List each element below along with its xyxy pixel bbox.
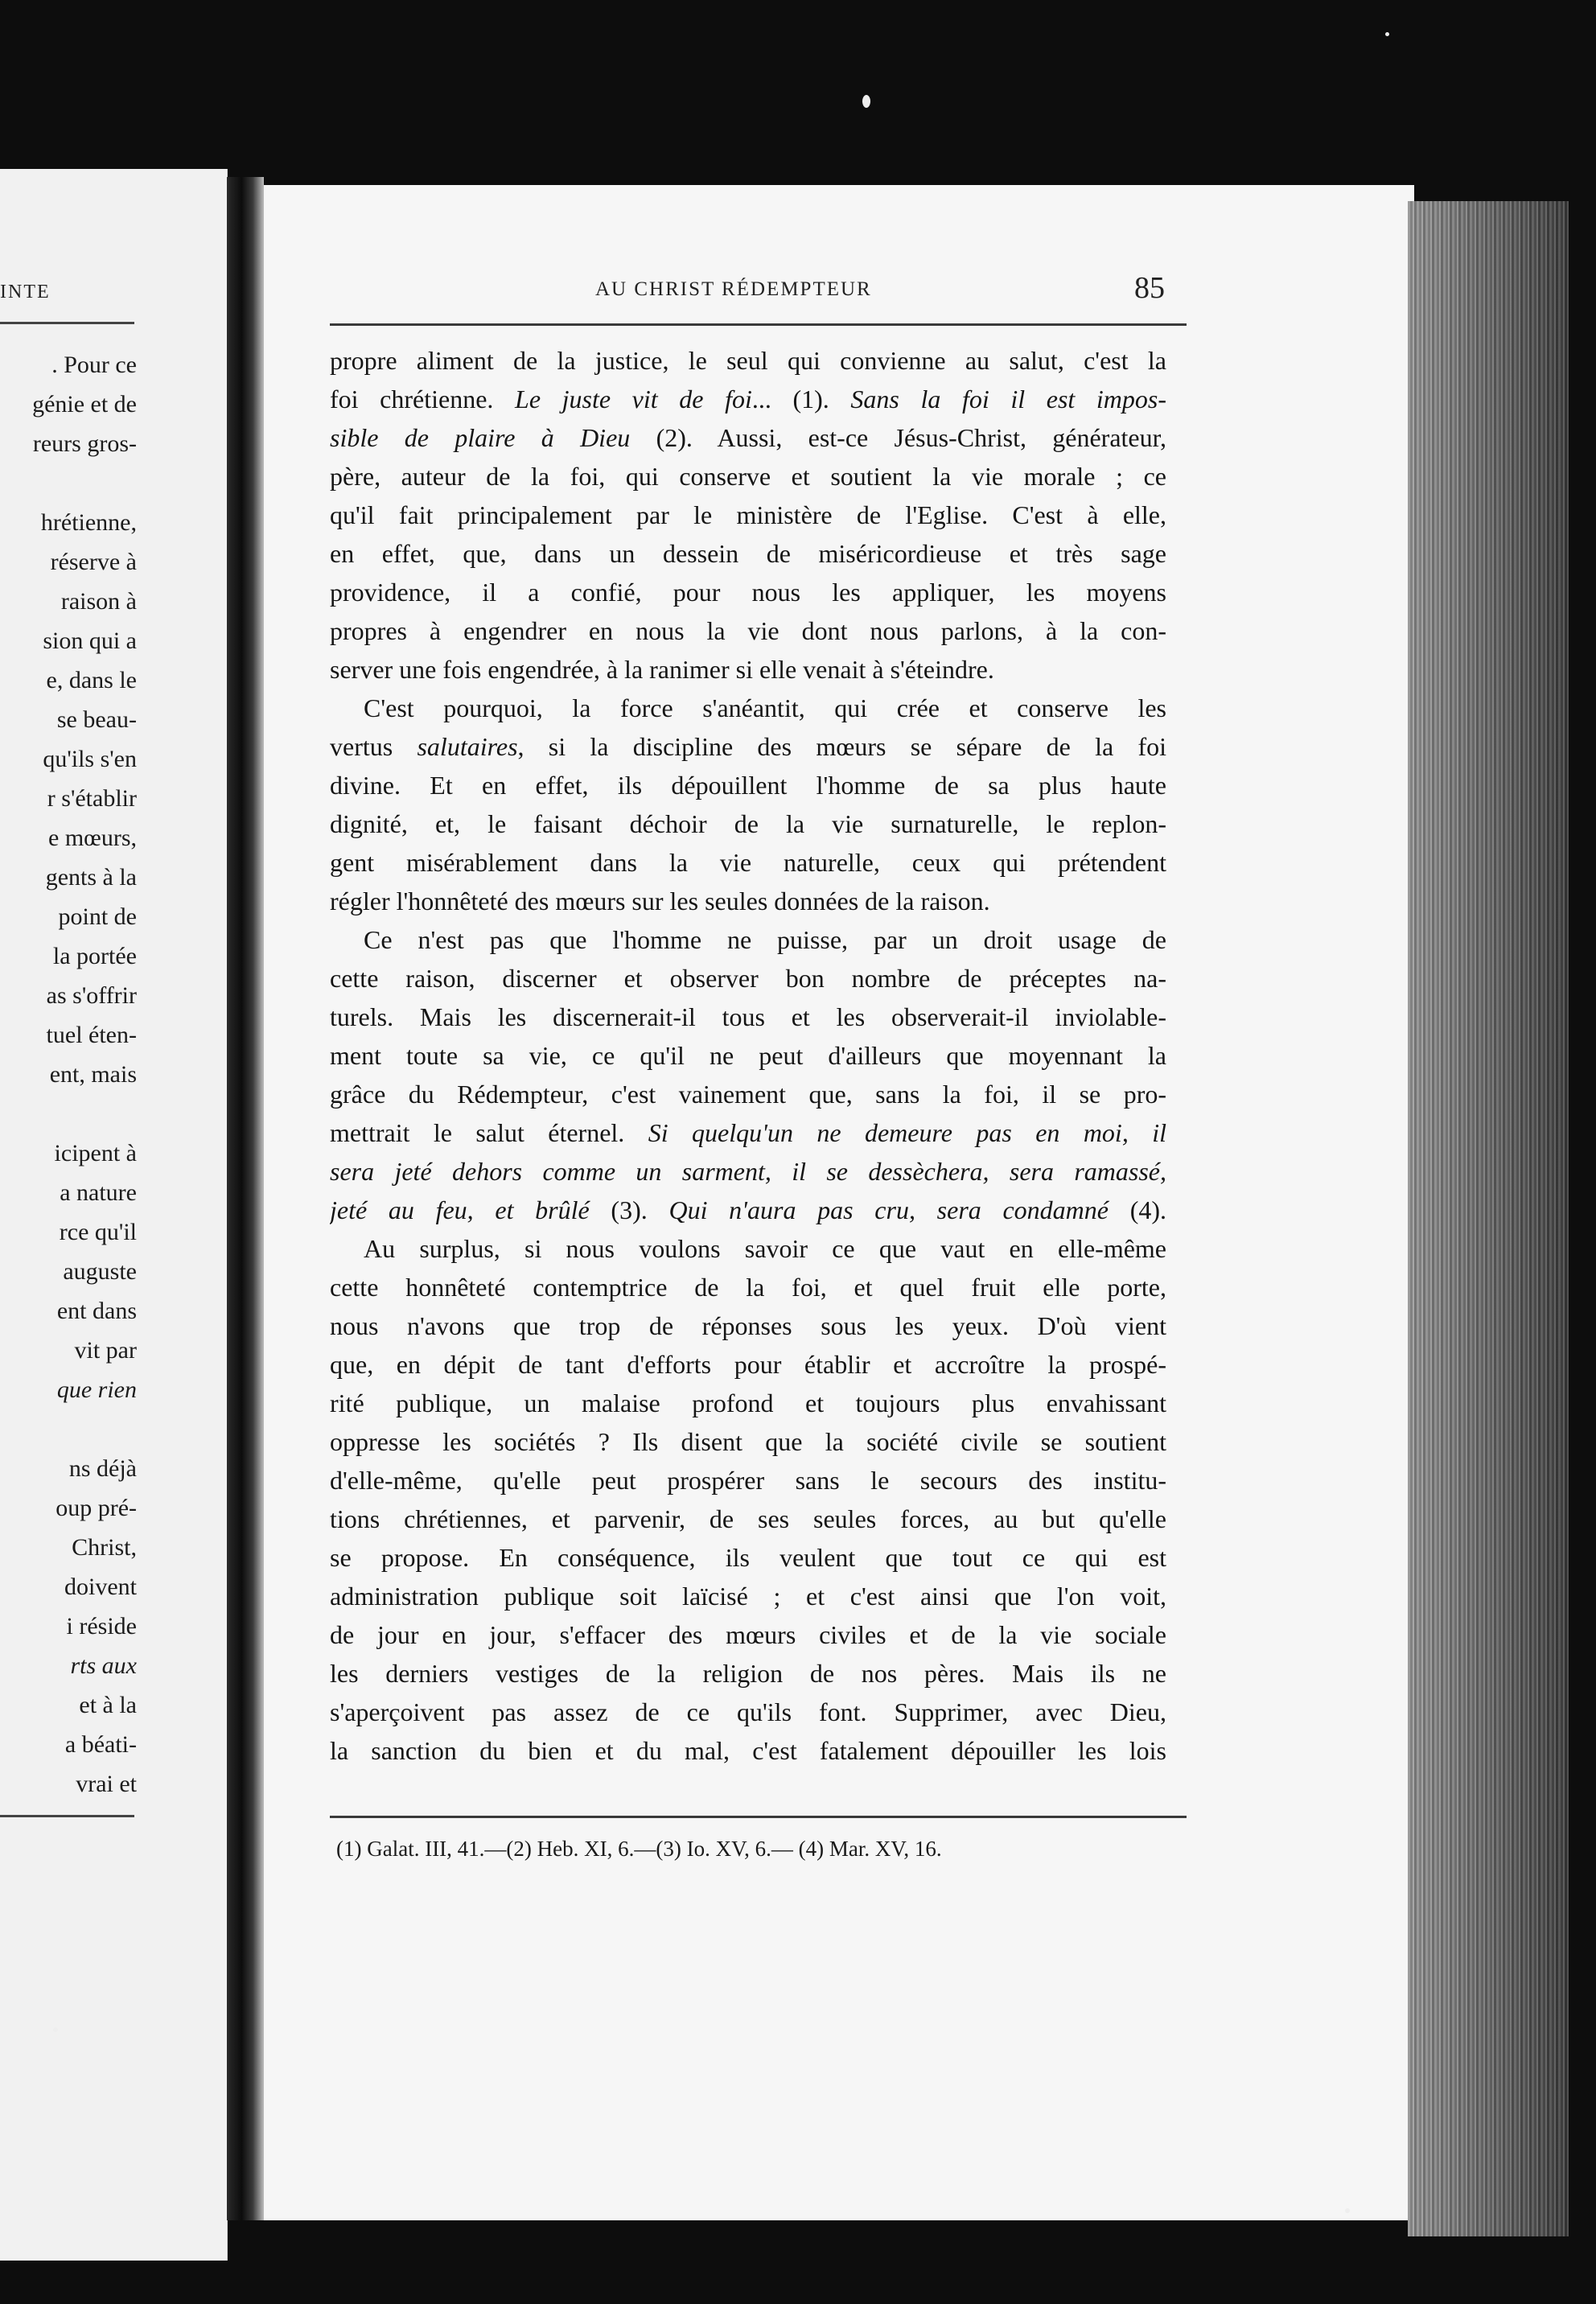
- text-segment: cette raison, discerner et observer bon nombre de préceptes na-: [330, 964, 1166, 993]
- left-line-fragment: as s'offrir: [46, 982, 137, 1009]
- left-line-fragment: que rien: [56, 1376, 137, 1403]
- text-segment: cette honnêteté contemptrice de la foi, et quel fruit elle porte,: [330, 1273, 1166, 1302]
- text-line: [330, 1075, 1166, 1113]
- text-line: [330, 1654, 1166, 1693]
- text-line: [330, 920, 1166, 959]
- left-line-fragment: e, dans le: [46, 667, 137, 693]
- italic-segment: jeté au feu, et brûlé: [330, 1195, 590, 1224]
- text-segment: ment toute sa vie, ce qu'il ne peut d'ailleurs que moyennant la: [330, 1041, 1166, 1070]
- left-line-fragment: ent, mais: [49, 1061, 137, 1088]
- left-line-fragment: i réside: [66, 1613, 137, 1640]
- left-line-fragment: oup pré-: [56, 1495, 137, 1521]
- text-segment: , si la discipline des mœurs se sépare de la foi: [517, 732, 1166, 761]
- text-segment: ... (1).: [751, 385, 851, 413]
- left-line-fragment: point de: [58, 903, 137, 930]
- text-segment: Au surplus, si nous voulons savoir ce que vaut en elle-même: [364, 1234, 1166, 1263]
- left-line-fragment: tuel éten-: [46, 1022, 137, 1048]
- italic-segment: Le juste vit de foi: [515, 385, 752, 413]
- text-segment: se propose. En conséquence, ils veulent que tout ce qui est: [330, 1543, 1166, 1572]
- text-line: [330, 496, 1166, 534]
- text-segment: turels. Mais les discernerait-il tous et les observerait-il inviolable-: [330, 1002, 1166, 1031]
- left-line-fragment: génie et de: [32, 391, 137, 418]
- text-line: [330, 1113, 1166, 1152]
- text-line: [330, 998, 1166, 1036]
- body-text: [330, 341, 1166, 1770]
- text-segment: rité publique, un malaise profond et toujours plus envahissant: [330, 1389, 1166, 1417]
- left-line-fragment: vit par: [74, 1337, 137, 1364]
- running-head: AU CHRIST RÉDEMPTEUR: [595, 278, 872, 300]
- text-line: [330, 766, 1166, 804]
- italic-segment: sera jeté dehors comme un sarment, il se dessèchera, sera ramassé,: [330, 1157, 1166, 1186]
- text-line: [330, 380, 1166, 418]
- left-line-fragment: gents à la: [45, 864, 137, 891]
- text-segment: tions chrétiennes, et parvenir, de ses seules forces, au but qu'elle: [330, 1504, 1166, 1533]
- text-segment: père, auteur de la foi, qui conserve et soutient la vie morale ; ce: [330, 462, 1166, 491]
- left-line-fragment: et à la: [79, 1692, 137, 1718]
- left-line-fragment: auguste: [63, 1258, 137, 1285]
- text-segment: C'est pourquoi, la force s'anéantit, qui crée et conserve les: [364, 693, 1166, 722]
- left-line-fragment: la portée: [52, 943, 137, 969]
- text-line: [330, 1731, 1166, 1770]
- text-line: [330, 1384, 1166, 1422]
- text-line: [330, 1500, 1166, 1538]
- italic-segment: salutaires: [417, 732, 518, 761]
- text-segment: propre aliment de la justice, le seul qui convienne au salut, c'est la: [330, 346, 1166, 375]
- left-line-fragment: qu'ils s'en: [43, 746, 137, 772]
- text-line: [330, 1152, 1166, 1191]
- text-segment: (2). Aussi, est-ce Jésus-Christ, générateur,: [630, 423, 1166, 452]
- text-segment: dignité, et, le faisant déchoir de la vie surnaturelle, le replon-: [330, 809, 1166, 838]
- footnote-rule: [330, 1816, 1187, 1818]
- left-page: [0, 169, 228, 2261]
- text-line: [330, 1461, 1166, 1500]
- text-segment: de jour en jour, s'effacer des mœurs civiles et de la vie sociale: [330, 1620, 1166, 1649]
- left-line-fragment: r s'établir: [47, 785, 137, 812]
- text-line: [330, 418, 1166, 457]
- dust-speck: [53, 2027, 58, 2032]
- italic-segment: Si quelqu'un ne demeure pas en moi, il: [648, 1118, 1166, 1147]
- dust-speck: [1385, 32, 1389, 36]
- left-line-fragment: vrai et: [76, 1771, 137, 1797]
- text-segment: d'elle-même, qu'elle peut prospérer sans le secours des institu-: [330, 1466, 1166, 1495]
- text-line: [330, 1345, 1166, 1384]
- left-line-fragment: se beau-: [56, 706, 137, 733]
- dust-speck: [1345, 2208, 1350, 2213]
- text-line: [330, 1538, 1166, 1577]
- text-line: [330, 1577, 1166, 1615]
- text-segment: grâce du Rédempteur, c'est vainement que, sans la foi, il se pro-: [330, 1080, 1166, 1109]
- text-line: [330, 1268, 1166, 1306]
- text-line: [330, 457, 1166, 496]
- text-segment: qu'il fait principalement par le ministère de l'Eglise. C'est à elle,: [330, 500, 1166, 529]
- text-line: [330, 727, 1166, 766]
- text-line: [330, 1615, 1166, 1654]
- text-line: [330, 650, 1166, 689]
- text-segment: (3).: [589, 1195, 669, 1224]
- left-line-fragment: e mœurs,: [48, 825, 137, 851]
- page-number: 85: [1134, 271, 1165, 305]
- left-line-fragment: Christ,: [72, 1534, 137, 1561]
- italic-segment: Qui n'aura pas cru, sera condamné: [668, 1195, 1109, 1224]
- text-segment: vertus: [330, 732, 418, 761]
- text-line: [330, 573, 1166, 611]
- text-segment: server une fois engendrée, à la ranimer si elle venait à s'éteindre.: [330, 655, 994, 684]
- text-segment: en effet, que, dans un dessein de miséricordieuse et très sage: [330, 539, 1166, 568]
- left-line-fragment: ent dans: [56, 1298, 137, 1324]
- text-segment: propres à engendrer en nous la vie dont nous parlons, à la con-: [330, 616, 1166, 645]
- text-line: [330, 1191, 1166, 1229]
- left-line-fragment: raison à: [60, 588, 137, 615]
- text-line: [330, 1229, 1166, 1268]
- text-segment: (4).: [1109, 1195, 1166, 1224]
- text-line: [330, 1036, 1166, 1075]
- text-segment: la sanction du bien et du mal, c'est fatalement dépouiller les lois: [330, 1736, 1166, 1765]
- left-line-fragment: icipent à: [54, 1140, 137, 1166]
- text-line: [330, 1306, 1166, 1345]
- italic-segment: sible de plaire à Dieu: [330, 423, 631, 452]
- left-header-rule: [0, 322, 134, 324]
- text-segment: nous n'avons que trop de réponses sous les yeux. D'où vient: [330, 1311, 1166, 1340]
- book-gutter: [227, 177, 264, 2220]
- text-segment: les derniers vestiges de la religion de nos pères. Mais ils ne: [330, 1659, 1166, 1688]
- text-segment: régler l'honnêteté des mœurs sur les seules données de la raison.: [330, 887, 990, 915]
- text-line: [330, 959, 1166, 998]
- text-line: [330, 1422, 1166, 1461]
- text-segment: administration publique soit laïcisé ; et c'est ainsi que l'on voit,: [330, 1582, 1166, 1611]
- left-line-fragment: rts aux: [70, 1652, 137, 1679]
- text-line: [330, 341, 1166, 380]
- text-line: [330, 882, 1166, 920]
- text-segment: Ce n'est pas que l'homme ne puisse, par un droit usage de: [364, 925, 1166, 954]
- left-line-fragment: hrétienne,: [40, 509, 137, 536]
- text-segment: foi chrétienne.: [330, 385, 516, 413]
- text-line: [330, 1693, 1166, 1731]
- text-segment: providence, il a confié, pour nous les appliquer, les moyens: [330, 578, 1166, 607]
- text-segment: gent misérablement dans la vie naturelle, ceux qui prétendent: [330, 848, 1166, 877]
- text-line: [330, 843, 1166, 882]
- dust-speck: [862, 95, 870, 108]
- text-segment: que, en dépit de tant d'efforts pour établir et accroître la prospé-: [330, 1350, 1166, 1379]
- italic-segment: Sans la foi il est impos-: [850, 385, 1166, 413]
- text-line: [330, 534, 1166, 573]
- text-segment: mettrait le salut éternel.: [330, 1118, 648, 1147]
- left-footer-rule: [0, 1815, 134, 1817]
- left-line-fragment: rce qu'il: [59, 1219, 137, 1245]
- left-line-fragment: sion qui a: [43, 627, 137, 654]
- text-line: [330, 804, 1166, 843]
- text-line: [330, 611, 1166, 650]
- left-line-fragment: . Pour ce: [51, 352, 137, 378]
- left-line-fragment: a béati-: [64, 1731, 137, 1758]
- left-line-fragment: reurs gros-: [32, 430, 137, 457]
- text-segment: s'aperçoivent pas assez de ce qu'ils font. Supprimer, avec Dieu,: [330, 1697, 1166, 1726]
- left-line-fragment: réserve à: [50, 549, 137, 575]
- left-line-fragment: doivent: [64, 1574, 137, 1600]
- left-line-fragment: a nature: [60, 1179, 137, 1206]
- left-running-head: INTE: [0, 282, 51, 302]
- text-line: [330, 689, 1166, 727]
- left-line-fragment: ns déjà: [68, 1455, 137, 1482]
- header-rule: [330, 323, 1187, 326]
- footnote: (1) Galat. III, 41.—(2) Heb. XI, 6.—(3) Io. XV, 6.— (4) Mar. XV, 16.: [336, 1837, 942, 1861]
- text-segment: oppresse les sociétés ? Ils disent que la société civile se soutient: [330, 1427, 1166, 1456]
- text-segment: divine. Et en effet, ils dépouillent l'homme de sa plus haute: [330, 771, 1166, 800]
- page-edges: [1408, 201, 1569, 2236]
